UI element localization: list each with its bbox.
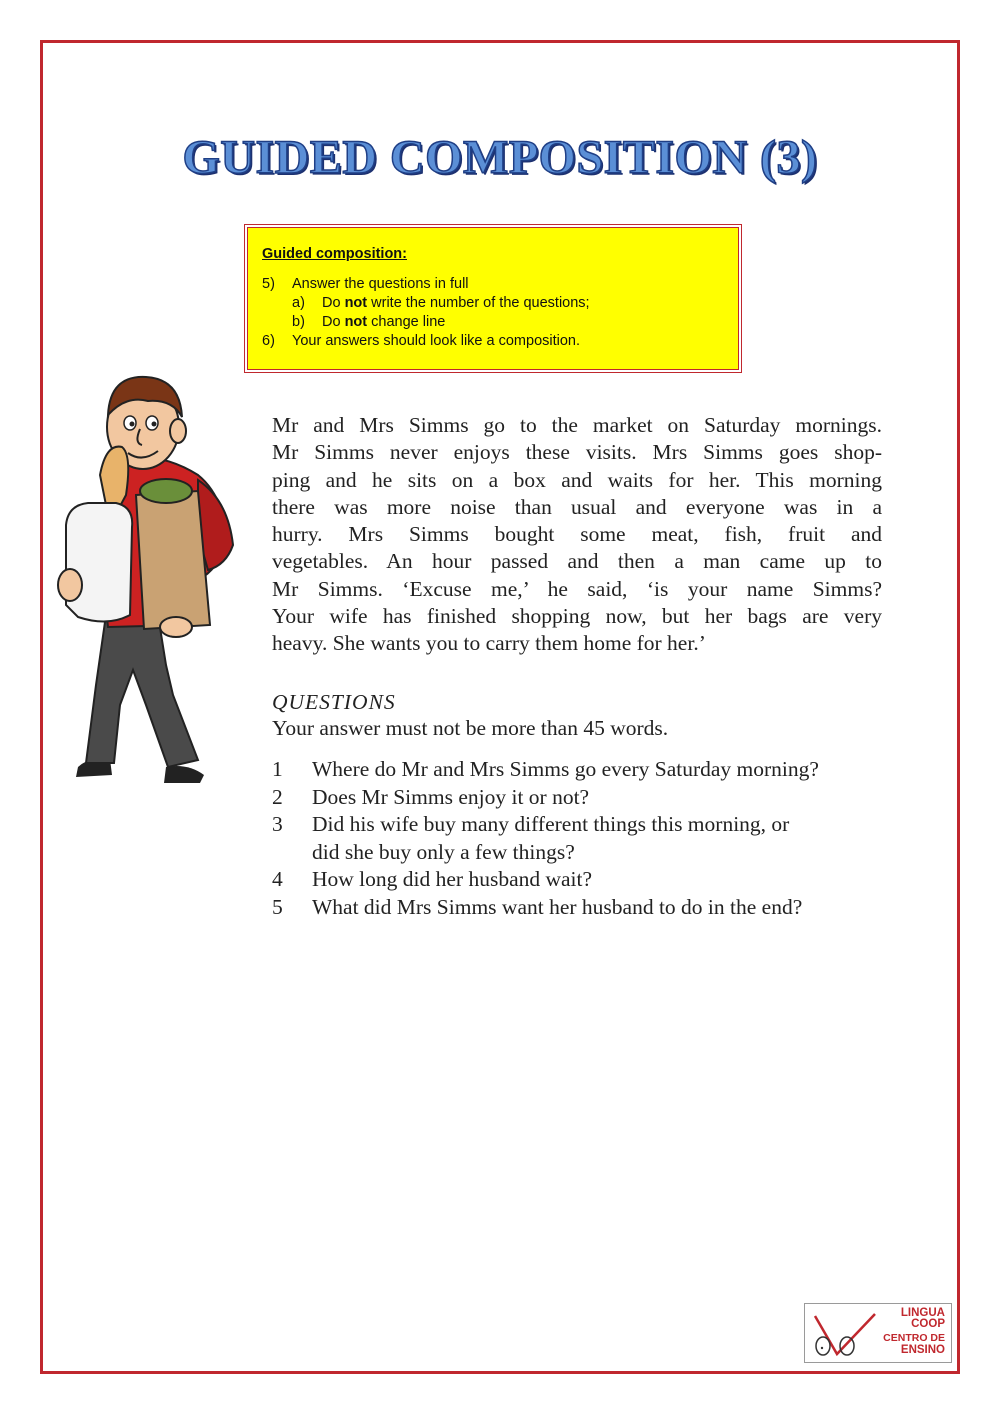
story-paragraph bbox=[272, 412, 882, 658]
logo-line: COOP bbox=[911, 1318, 945, 1330]
question-item: 3 Did his wife buy many different things this morning, or bbox=[272, 812, 790, 836]
instructions-box bbox=[247, 227, 739, 370]
story-line: Mr and Mrs Simms go to the market on Saturday mornings. bbox=[272, 413, 882, 437]
story-line: heavy. She wants you to carry them home for her.’ bbox=[272, 631, 706, 656]
question-item: did she buy only a few things? bbox=[312, 839, 575, 864]
instruction-item: 6) Your answers should look like a composition. bbox=[262, 333, 581, 349]
lingua-coop-logo bbox=[804, 1303, 952, 1363]
question-item: 4 How long did her husband wait? bbox=[272, 867, 593, 891]
question-item: 5 What did Mrs Simms want her husband to do in the end? bbox=[272, 894, 803, 919]
story-line: Your wife has finished shopping now, but her bags are very bbox=[272, 604, 882, 629]
story-line: Mr Simms never enjoys these visits. Mrs Simms goes shop- bbox=[272, 440, 882, 465]
question-item: 2 Does Mr Simms enjoy it or not? bbox=[272, 784, 590, 809]
man-with-groceries-illustration bbox=[48, 365, 248, 790]
story-line: there was more noise than usual and everyone was in a bbox=[272, 494, 882, 519]
logo-line: LINGUA bbox=[900, 1307, 945, 1319]
instructions-heading: Guided composition: bbox=[262, 246, 407, 262]
story-line: hurry. Mrs Simms bought some meat, fish, fruit and bbox=[272, 522, 882, 547]
story-line: vegetables. An hour passed and then a man came up to bbox=[272, 549, 882, 574]
logo-line: ENSINO bbox=[900, 1344, 945, 1356]
questions-heading: QUESTIONS bbox=[272, 690, 396, 714]
logo-line: CENTRO DE bbox=[883, 1332, 945, 1344]
logo-mark-icon bbox=[809, 1308, 879, 1358]
story-line: ping and he sits on a box and waits for her. This morning bbox=[272, 467, 882, 492]
instruction-item: 5) Answer the questions in full bbox=[262, 276, 469, 292]
question-item: 1 Where do Mr and Mrs Simms go every Saturday morning? bbox=[272, 757, 819, 781]
instruction-subitem: a) Do not write the number of the questions; bbox=[292, 295, 590, 311]
instruction-subitem: b) Do not change line bbox=[292, 314, 446, 330]
story-line: Mr Simms. ‘Excuse me,’ he said, ‘is your name Simms? bbox=[272, 576, 882, 601]
questions-instruction: Your answer must not be more than 45 words. bbox=[272, 716, 669, 740]
questions-list bbox=[272, 756, 892, 921]
page-title: GUIDED COMPOSITION (3) bbox=[182, 131, 818, 184]
